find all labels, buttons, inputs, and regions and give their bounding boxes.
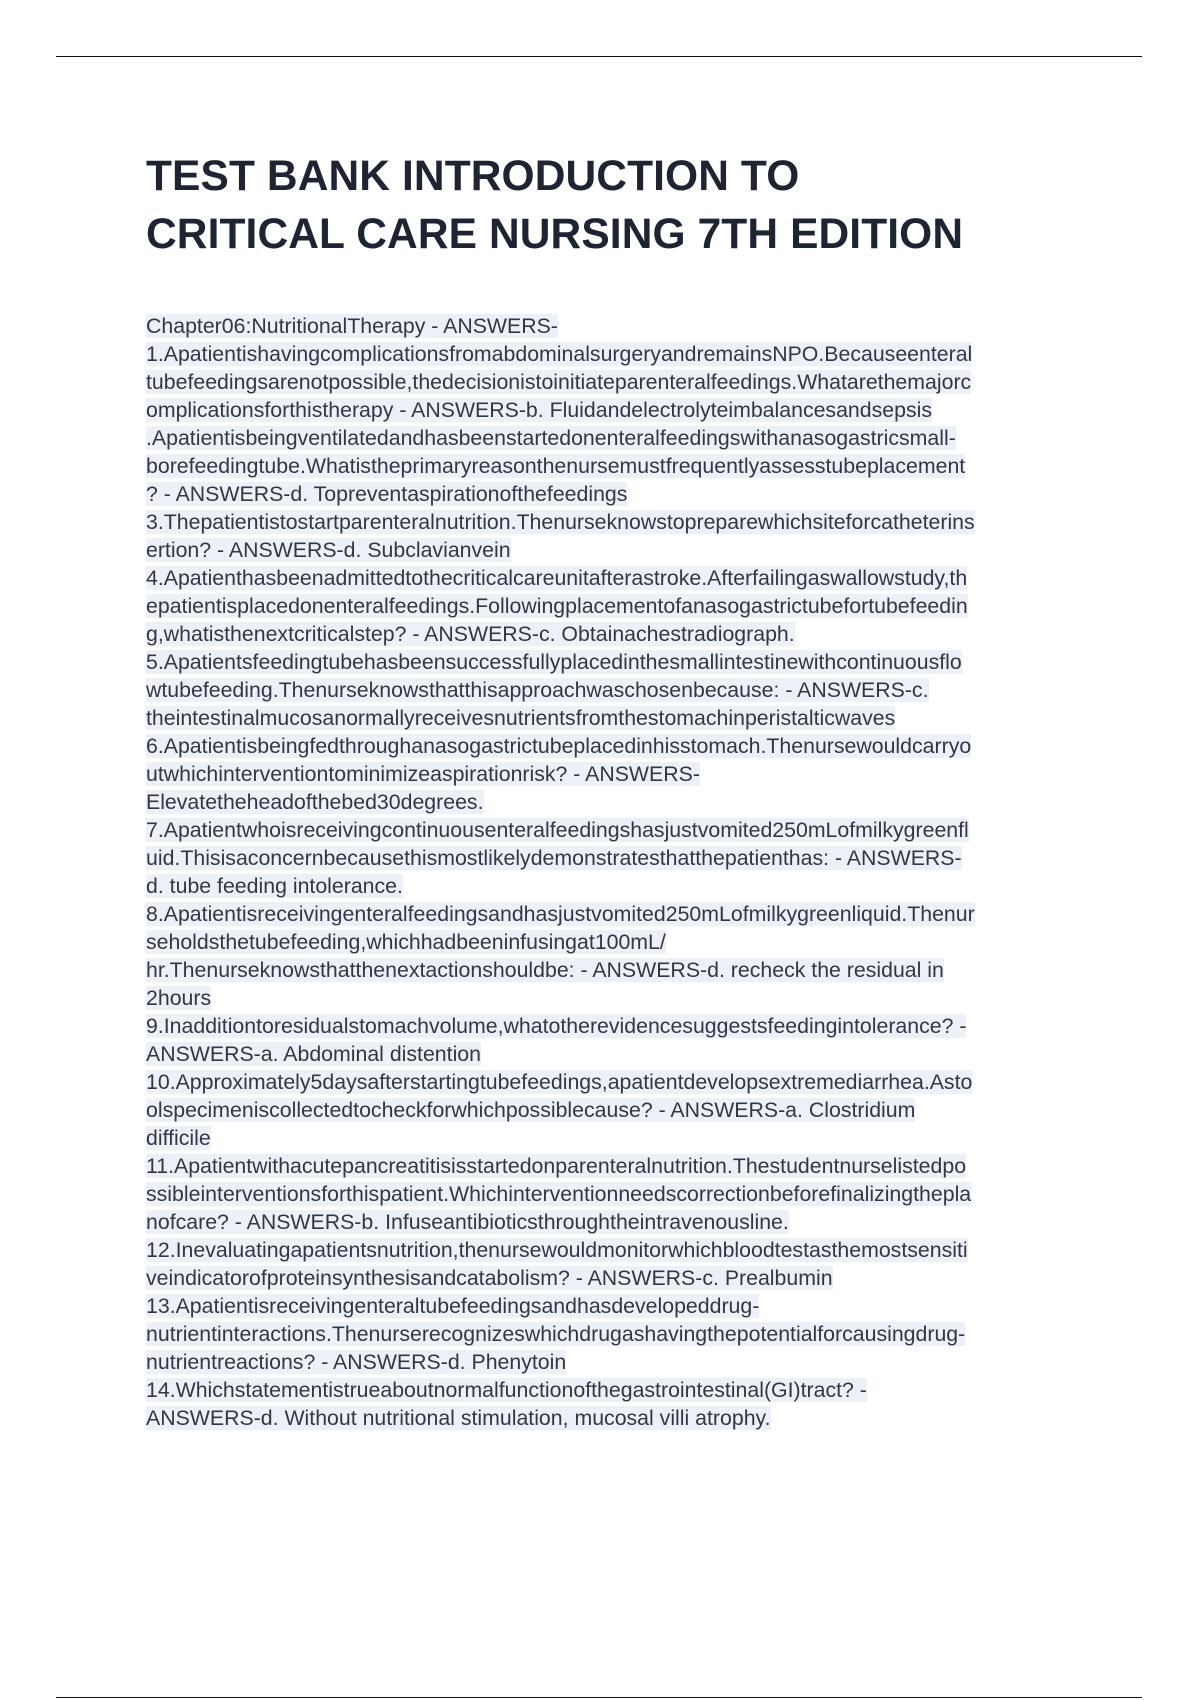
text-line: uid.Thisisaconcernbecausethismostlikelydemonstratesthatthepatienthas: - ANSWERS- (146, 846, 962, 870)
title-line-1: TEST BANK INTRODUCTION TO (146, 153, 800, 200)
text-line: ANSWERS-a. Abdominal distention (146, 1042, 481, 1066)
text-line: seholdsthetubefeeding,whichhadbeeninfusingat100mL/ (146, 930, 666, 954)
text-line: veindicatorofproteinsynthesisandcatabolism? - ANSWERS-c. Prealbumin (146, 1266, 833, 1290)
text-line: 4.Apatienthasbeenadmittedtothecriticalcareunitafterastroke.Afterfailingaswallowstudy,th (146, 566, 968, 590)
text-line: hr.Thenurseknowsthatthenextactionshouldbe: - ANSWERS-d. recheck the residual in (146, 958, 944, 982)
text-line: tubefeedingsarenotpossible,thedecisionistoinitiateparenteralfeedings.Whatarethemajorc (146, 370, 972, 394)
top-rule (56, 56, 1142, 57)
text-line: 3.Thepatientistostartparenteralnutrition.Thenurseknowstopreparewhichsiteforcatheterins (146, 510, 975, 534)
text-line: ssibleinterventionsforthispatient.Whichinterventionneedscorrectionbeforefinalizingthepla (146, 1182, 972, 1206)
text-line: 11.Apatientwithacutepancreatitisisstartedonparenteralnutrition.Thestudentnurselistedpo (146, 1154, 967, 1178)
text-line: 1.ApatientishavingcomplicationsfromabdominalsurgeryandremainsNPO.Becauseenteral (146, 342, 973, 366)
text-line: Chapter06:NutritionalTherapy - ANSWERS- (146, 314, 558, 338)
text-line: 14.Whichstatementistrueaboutnormalfunctionofthegastrointestinal(GI)tract? - (146, 1378, 867, 1402)
text-line: epatientisplacedonenteralfeedings.Followingplacementofanasogastrictubefortubefeedin (146, 594, 968, 618)
text-line: borefeedingtube.Whatistheprimaryreasonthenursemustfrequentlyassesstubeplacement (146, 454, 966, 478)
text-line: 9.Inadditiontoresidualstomachvolume,whatotherevidencesuggestsfeedingintolerance? - (146, 1014, 967, 1038)
text-line: 2hours (146, 986, 212, 1010)
text-line: olspecimeniscollectedtocheckforwhichpossiblecause? - ANSWERS-a. Clostridium (146, 1098, 916, 1122)
text-line: nutrientreactions? - ANSWERS-d. Phenytoin (146, 1350, 567, 1374)
text-line: 13.Apatientisreceivingenteraltubefeedingsandhasdevelopeddrug- (146, 1294, 760, 1318)
document-title (146, 148, 1106, 264)
text-line: 5.Apatientsfeedingtubehasbeensuccessfullyplacedinthesmallintestinewithcontinuousflo (146, 650, 962, 674)
text-line: 12.Inevaluatingapatientsnutrition,thenursewouldmonitorwhichbloodtestasthemostsensiti (146, 1238, 968, 1262)
text-line: theintestinalmucosanormallyreceivesnutrientsfromthestomachinperistalticwaves (146, 706, 896, 730)
text-line: utwhichinterventiontominimizeaspirationrisk? - ANSWERS- (146, 762, 700, 786)
text-line: nutrientinteractions.Thenurserecognizeswhichdrugashavingthepotentialforcausingdrug- (146, 1322, 966, 1346)
text-line: d. tube feeding intolerance. (146, 874, 403, 898)
text-line: ertion? - ANSWERS-d. Subclavianvein (146, 538, 511, 562)
text-line: omplicationsforthistherapy - ANSWERS-b. Fluidandelectrolyteimbalancesandsepsis (146, 398, 932, 422)
bottom-rule (56, 1697, 1142, 1698)
text-line: ANSWERS-d. Without nutritional stimulation, mucosal villi atrophy. (146, 1406, 771, 1430)
text-line: .Apatientisbeingventilatedandhasbeenstartedonenteralfeedingswithanasogastricsmall- (146, 426, 956, 450)
text-line: wtubefeeding.Thenurseknowsthatthisapproachwaschosenbecause: - ANSWERS-c. (146, 678, 929, 702)
text-line: Elevatetheheadofthebed30degrees. (146, 790, 484, 814)
title-line-2: CRITICAL CARE NURSING 7TH EDITION (146, 211, 964, 258)
answer-text-block (146, 312, 1086, 1432)
text-line: 8.Apatientisreceivingenteralfeedingsandhasjustvomited250mLofmilkygreenliquid.Thenur (146, 902, 975, 926)
text-line: difficile (146, 1126, 211, 1150)
text-line: nofcare? - ANSWERS-b. Infuseantibioticsthroughtheintravenousline. (146, 1210, 789, 1234)
text-line: 6.Apatientisbeingfedthroughanasogastrictubeplacedinhisstomach.Thenursewouldcarryo (146, 734, 972, 758)
text-line: 7.Apatientwhoisreceivingcontinuousenteralfeedingshasjustvomited250mLofmilkygreenfl (146, 818, 969, 842)
text-line: 10.Approximately5daysafterstartingtubefeedings,apatientdevelopsextremediarrhea.Asto (146, 1070, 973, 1094)
text-line: ? - ANSWERS-d. Topreventaspirationofthefeedings (146, 482, 628, 506)
text-line: g,whatisthenextcriticalstep? - ANSWERS-c. Obtainachestradiograph. (146, 622, 795, 646)
